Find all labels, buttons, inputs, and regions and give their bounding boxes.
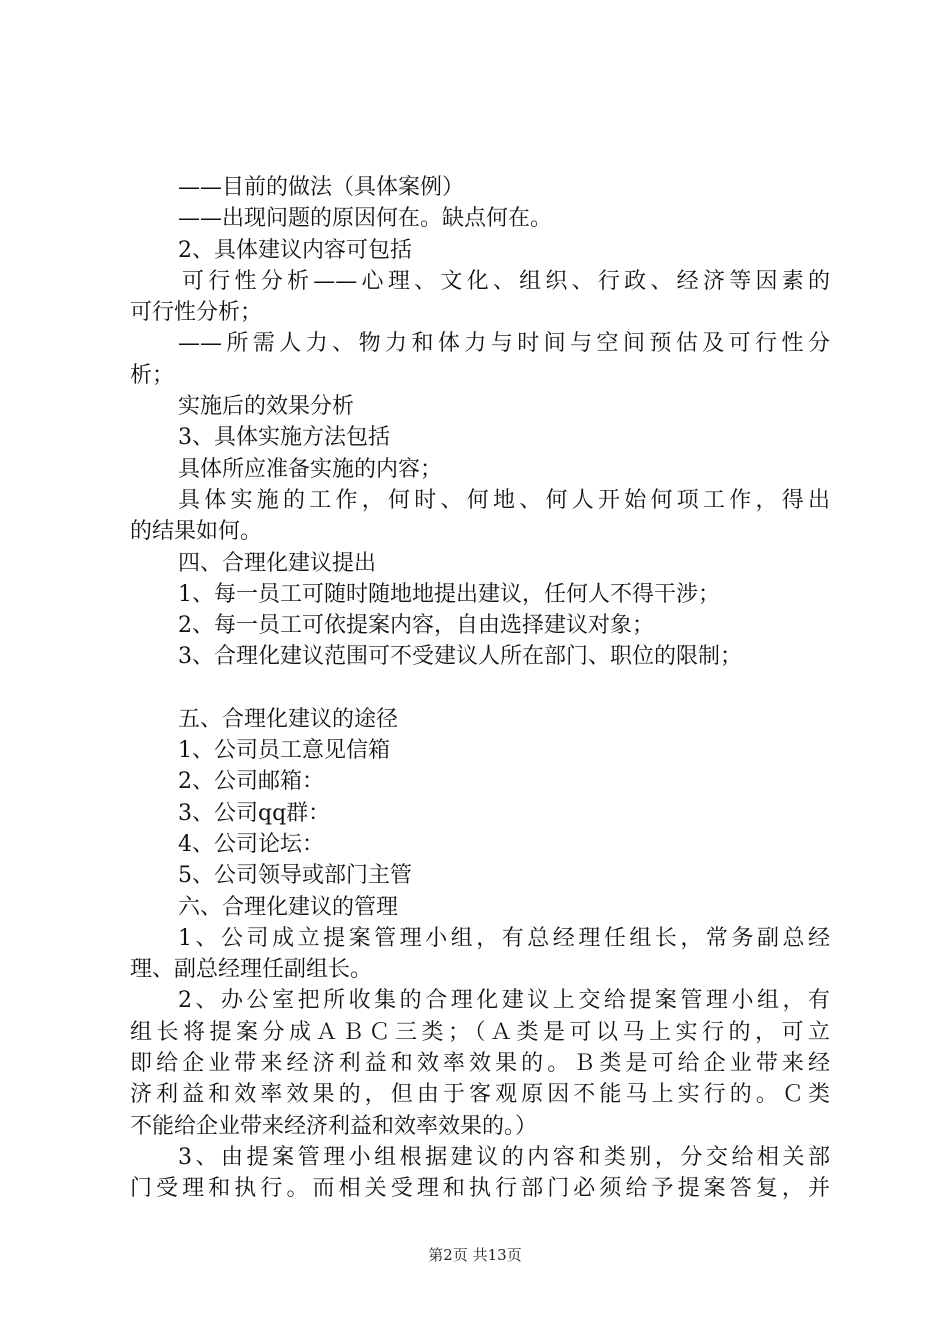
text-line: 理、副总经理任副组长。 [130, 957, 373, 983]
text-line: 2、公司邮箱： [178, 769, 324, 795]
text-line: 2、具体建议内容可包括 [178, 237, 412, 263]
text-line: 2、办公室把所收集的合理化建议上交给提案管理小组，有 [178, 988, 830, 1014]
page-number: 第2页 共13页 [428, 1246, 522, 1264]
text-line: 1、公司员工意见信箱 [178, 738, 390, 764]
text-line: ——目前的做法（具体案例） [178, 175, 465, 200]
document-body [130, 172, 830, 1205]
text-line: 3、合理化建议范围可不受建议人所在部门、职位的限制； [178, 644, 742, 670]
text-line: 可行性分析； [130, 300, 263, 326]
text-line: 组长将提案分成ＡＢＣ三类；（Ａ类是可以马上实行的，可立 [130, 1019, 830, 1045]
text-line: 实施后的效果分析 [178, 394, 355, 420]
text-line: 的结果如何。 [130, 519, 263, 545]
text-line: 3、由提案管理小组根据建议的内容和类别，分交给相关部 [178, 1144, 830, 1170]
text-line: 4、公司论坛： [178, 831, 324, 857]
text-line: 门受理和执行。而相关受理和执行部门必须给予提案答复，并 [130, 1176, 830, 1202]
text-line: 1、公司成立提案管理小组，有总经理任组长，常务副总经 [178, 925, 830, 951]
blank-line [130, 673, 830, 704]
text-line: 不能给企业带来经济利益和效率效果的。） [130, 1113, 538, 1139]
text-line: 具体所应准备实施的内容； [178, 456, 443, 482]
section-heading: 六、合理化建议的管理 [178, 894, 399, 920]
section-heading: 四、合理化建议提出 [178, 550, 377, 576]
text-line: 即给企业带来经济利益和效率效果的。Ｂ类是可给企业带来经 [130, 1051, 830, 1077]
text-line: 可行性分析——心理、文化、组织、行政、经济等因素的 [182, 268, 830, 294]
text-line: 具体实施的工作，何时、何地、何人开始何项工作，得出 [178, 487, 830, 513]
text-line: ——所需人力、物力和体力与时间与空间预估及可行性分 [178, 331, 830, 357]
text-line: 济利益和效率效果的，但由于客观原因不能马上实行的。Ｃ类 [130, 1082, 830, 1108]
page-footer [0, 1244, 950, 1265]
text-line: 2、每一员工可依提案内容，自由选择建议对象； [178, 613, 654, 639]
section-heading: 五、合理化建议的途径 [178, 706, 399, 732]
text-line: ——出现问题的原因何在。缺点何在。 [178, 206, 553, 232]
text-line: 1、每一员工可随时随地地提出建议，任何人不得干涉； [178, 581, 720, 607]
text-line: 3、公司qq群： [178, 800, 331, 826]
text-line: 3、具体实施方法包括 [178, 425, 390, 451]
text-line: 析； [130, 362, 175, 388]
text-line: 5、公司领导或部门主管 [178, 863, 412, 889]
